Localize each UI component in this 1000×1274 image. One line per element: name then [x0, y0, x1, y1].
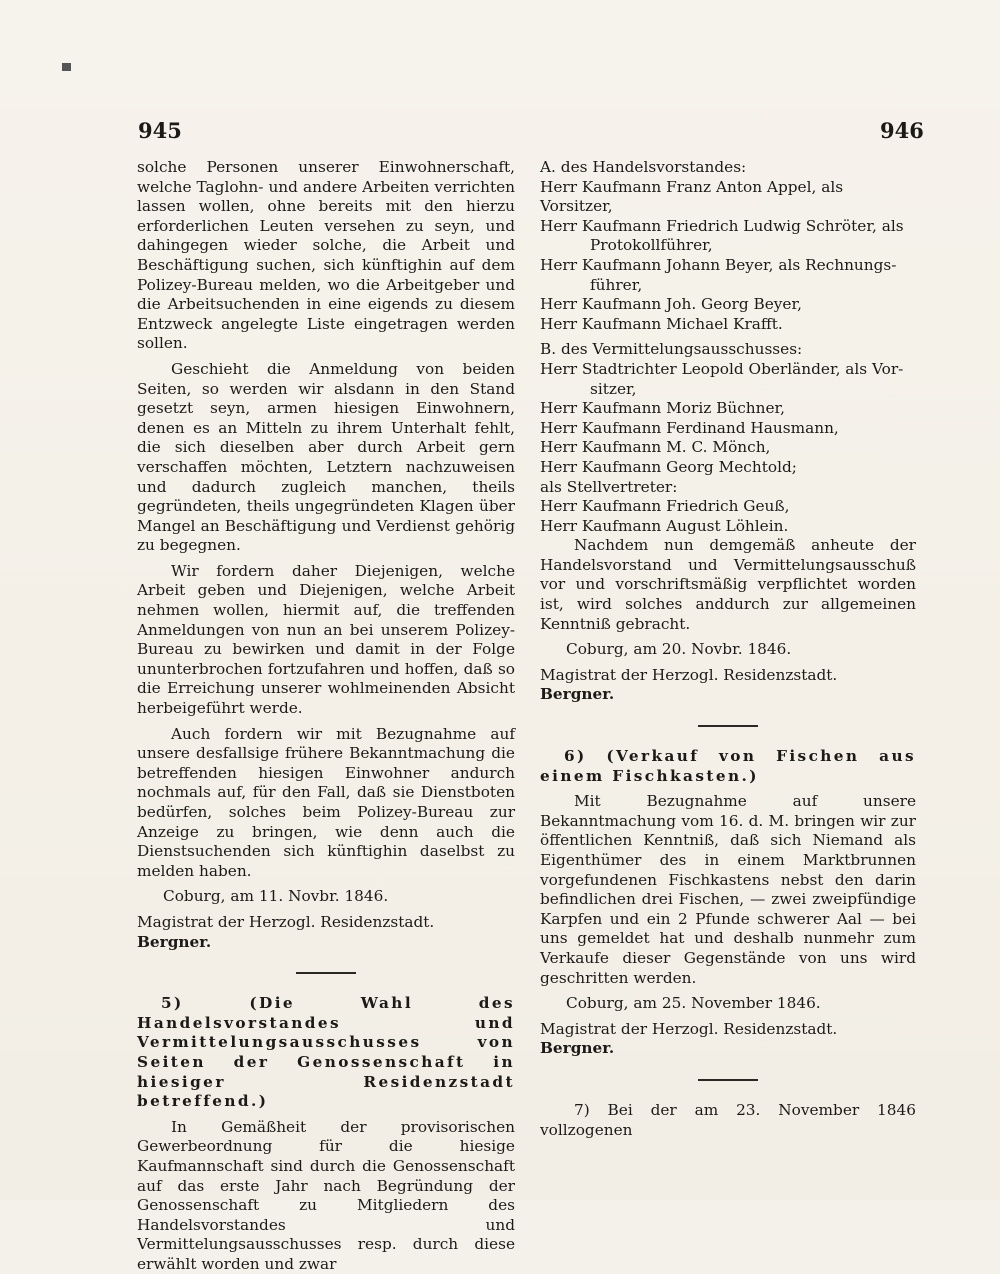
signer: Bergner. — [540, 1039, 615, 1058]
member-line: sitzer, — [590, 379, 637, 398]
member-line: Herr Stadtrichter Leopold Oberländer, als Vor- — [540, 359, 904, 378]
deputies-list — [540, 497, 916, 536]
authority: Magistrat der Herzogl. Residenzstadt. — [137, 912, 435, 931]
paragraph-1: solche Personen unserer Einwohnerschaft, welche Taglohn- und andere Arbeiten verrichten lassen wollen, ohne bereits mit den hierzu erforderlichen Leuten versehen zu seyn, und dahingegen wieder solche, die Arbeit und Beschäftigung suchen, sich künftighin auf dem Polizey-Bureau melden, wo die Arbeitgeber und die Arbeitsuchenden in eine eigends zu diesem Entzweck angelegte Liste eingetragen werden sollen. — [137, 158, 515, 353]
member-line: Herr Kaufmann Franz Anton Appel, als Vorsitzer, — [540, 177, 844, 216]
member-line: Herr Kaufmann Johann Beyer, als Rechnungs- — [540, 255, 897, 274]
heading-a: A. des Handelsvorstandes: — [540, 158, 747, 176]
paragraph-3: Wir fordern daher Diejenigen, welche Arbeit geben und Diejenigen, welche Arbeit nehmen wollen, hiermit auf, die treffenden Anmeldungen von nun an bei unserem Polizey-Bureau zu bewirken und damit in der Folge ununterbrochen fortzufahren und hoffen, daß so die Erreichung unserer wohlmeinenden Absicht herbeigeführt werde. — [137, 561, 515, 718]
member-line: Herr Kaufmann M. C. Mönch, — [540, 438, 771, 457]
paragraph-4: Auch fordern wir mit Bezugnahme auf unsere desfallsige frühere Bekanntmachung die betreffenden hiesigen Einwohner andurch nochmals auf, für den Fall, daß sie Dienstboten bedürfen, solches beim Polizey-Bureau zur Anzeige zu bringen, wie denn auch die Dienstsuchenden sich künftighin daselbst zu melden haben. — [137, 724, 515, 880]
signer: Bergner. — [540, 685, 615, 704]
member-line: Protokollführer, — [590, 236, 713, 255]
deputies-heading: als Stellvertreter: — [540, 477, 678, 496]
authority: Magistrat der Herzogl. Residenzstadt. — [540, 1019, 838, 1038]
member-line: Herr Kaufmann Georg Mechtold; — [540, 457, 797, 476]
scan-mark — [62, 63, 71, 71]
authority: Magistrat der Herzogl. Residenzstadt. — [540, 665, 838, 684]
member-line: Herr Kaufmann Moriz Büchner, — [540, 399, 786, 418]
heading-b: B. des Vermittelungsausschusses: — [540, 340, 803, 359]
member-line: Herr Kaufmann Joh. Georg Beyer, — [540, 295, 802, 314]
separator-rule — [698, 1079, 758, 1081]
paragraph-2: Geschieht die Anmeldung von beiden Seiten, so werden wir alsdann in den Stand gesetzt seyn, armen hiesigen Einwohnern, denen es an Mitteln zu ihrem Unterhalt fehlt, die sich dieselben aber durch Arbeit gern verschaffen möchten, Letztern nachzuweisen und dadurch zugleich manchen, theils gegründeten, theils ungegründeten Klagen über Mangel an Beschäftigung und Verdienst gehörig zu begegnen. — [137, 359, 515, 555]
right-column — [540, 158, 916, 1140]
member-line: Herr Kaufmann August Löhlein. — [540, 516, 789, 535]
separator-rule — [296, 972, 356, 974]
section-7-start: 7) Bei der am 23. November 1846 vollzogenen — [540, 1100, 916, 1139]
signer: Bergner. — [137, 932, 212, 951]
page-number-right: 946 — [880, 118, 924, 143]
member-line: Herr Kaufmann Friedrich Geuß, — [540, 497, 790, 516]
member-line: Herr Kaufmann Michael Krafft. — [540, 314, 783, 333]
section-6-title: 6) (Verkauf von Fischen aus einem Fischkasten.) — [540, 747, 916, 785]
place-date: Coburg, am 20. Novbr. 1846. — [566, 640, 792, 659]
place-date: Coburg, am 11. Novbr. 1846. — [163, 887, 389, 906]
member-list-b — [540, 360, 916, 478]
page-number-left: 945 — [138, 118, 182, 143]
member-list-a — [540, 178, 916, 335]
member-line: Herr Kaufmann Friedrich Ludwig Schröter, als — [540, 216, 904, 235]
section-5-text: In Gemäßheit der provisorischen Gewerbeordnung für die hiesige Kaufmannschaft sind durch die Genossenschaft auf das erste Jahr nach Begründung der Genossenschaft zu Mitgliedern des Handelsvorstandes und Vermittelungsausschusses resp. durch diese erwählt worden und zwar — [137, 1117, 515, 1273]
member-line: führer, — [590, 275, 643, 294]
member-line: Herr Kaufmann Ferdinand Hausmann, — [540, 418, 839, 437]
place-date: Coburg, am 25. November 1846. — [566, 994, 821, 1013]
closing-paragraph: Nachdem nun demgemäß anheute der Handelsvorstand und Vermittelungsausschuß vor und vorschriftsmäßig verpflichtet worden ist, wird solches anddurch zur allgemeinen Kenntniß gebracht. — [540, 536, 916, 633]
section-5-title: 5) (Die Wahl des Handelsvorstandes und Vermittelungsausschusses von Seiten der Genossenschaft in hiesiger Residenzstadt betreffend.) — [137, 994, 515, 1111]
left-column — [137, 158, 515, 1274]
separator-rule — [698, 725, 758, 727]
section-6-text: Mit Bezugnahme auf unsere Bekanntmachung vom 16. d. M. bringen wir zur öffentlichen Kenntniß, daß sich Niemand als Eigenthümer des in einem Marktbrunnen vorgefundenen Fischkastens nebst den darin befindlichen drei Fischen, — zwei zweipfündige Karpfen und ein 2 Pfunde schwerer Aal — bei uns gemeldet hat und deshalb nunmehr zum Verkaufe dieser Gegenstände von uns wird geschritten werden. — [540, 792, 916, 987]
